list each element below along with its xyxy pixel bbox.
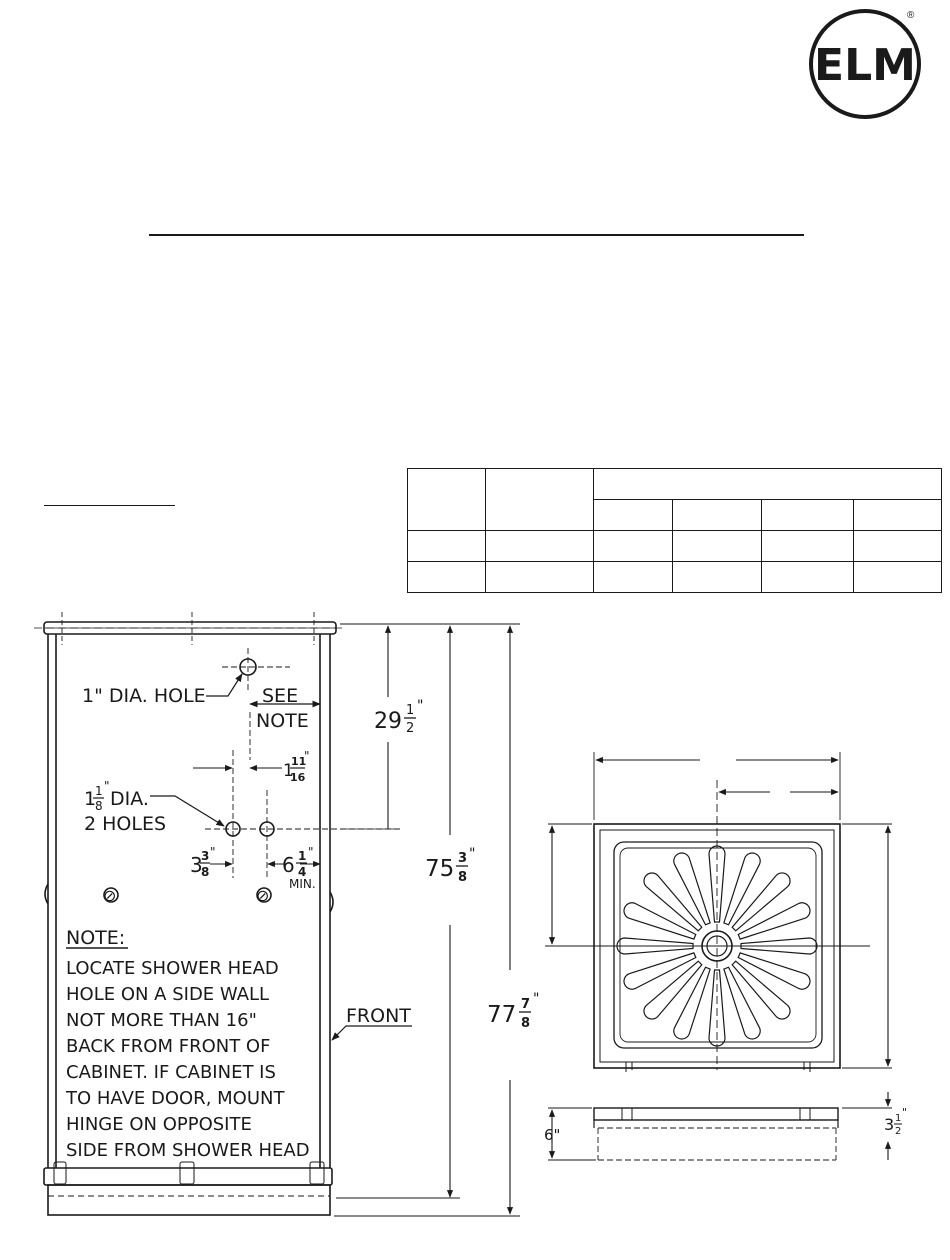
dim-29-num: 1: [406, 703, 415, 718]
height-dimensions: [334, 624, 520, 1216]
hole-1-label: 1" DIA. HOLE: [82, 685, 206, 707]
note-line: BACK FROM FRONT OF: [66, 1036, 271, 1057]
min-label: MIN.: [289, 877, 316, 891]
hole-2-num: 1: [95, 784, 103, 798]
note-line: CABINET. IF CABINET IS: [66, 1062, 276, 1083]
dim-77-den: 8: [521, 1016, 531, 1031]
valve-handle-icon: ⊘: [256, 886, 270, 905]
dim-3-inch: ": [210, 845, 216, 859]
registered-mark: ®: [907, 10, 915, 21]
dim-29-whole: 29: [374, 709, 402, 734]
dim-75-inch: ": [469, 846, 476, 862]
base-dim-3-whole: 3: [884, 1115, 895, 1134]
note-line: NOT MORE THAN 16": [66, 1010, 257, 1031]
valve-handle-icon: ⊘: [103, 886, 117, 905]
dim-3-num: 3: [201, 849, 210, 863]
note-line: HINGE ON OPPOSITE: [66, 1114, 252, 1135]
base-dim-3-den: 2: [895, 1126, 902, 1137]
base-dim-3-inch: ": [902, 1106, 908, 1119]
receptor-side-view: [548, 1092, 895, 1160]
hole-2-dia: DIA.: [110, 788, 149, 810]
hole-2-count: 2 HOLES: [84, 813, 167, 835]
logo-text: ELM: [814, 40, 916, 91]
front-label: FRONT: [346, 1005, 411, 1027]
dim-75-den: 8: [458, 870, 468, 885]
dim-75-num: 3: [458, 851, 468, 866]
dim-29-den: 2: [406, 721, 415, 736]
dim-1-num: 11: [291, 755, 307, 768]
note-line: SIDE FROM SHOWER HEAD: [66, 1140, 310, 1161]
see-label: SEE: [262, 685, 299, 707]
hole-2-inch: ": [104, 779, 110, 793]
dim-77-num: 7: [521, 997, 531, 1012]
hole-2-den: 8: [95, 799, 103, 813]
note-ref-label: NOTE: [256, 710, 309, 732]
dim-6-den: 4: [298, 865, 307, 879]
dim-6-inch: ": [308, 845, 314, 859]
note-title: NOTE:: [66, 927, 126, 949]
dim-77-inch: ": [533, 991, 540, 1007]
dim-77-whole: 77: [487, 1002, 517, 1028]
dim-3-whole: 3: [190, 853, 203, 877]
receptor-plan-view: [545, 752, 892, 1072]
dim-1-inch: ": [304, 749, 310, 763]
hole-2-whole: 1: [84, 788, 97, 810]
dim-6-whole: 6: [282, 853, 295, 877]
dim-1-den: 16: [290, 771, 306, 784]
dim-1-whole: 1: [283, 761, 294, 781]
dim-6-num: 1: [298, 849, 307, 863]
note-line: HOLE ON A SIDE WALL: [66, 984, 270, 1005]
base-dim-3-num: 1: [895, 1113, 902, 1124]
note-line: LOCATE SHOWER HEAD: [66, 958, 279, 979]
note-line: TO HAVE DOOR, MOUNT: [66, 1088, 285, 1109]
dim-75-whole: 75: [425, 856, 455, 882]
base-dim-6: 6": [544, 1126, 561, 1144]
dim-29-inch: ": [417, 698, 424, 714]
dim-3-den: 8: [201, 865, 210, 879]
